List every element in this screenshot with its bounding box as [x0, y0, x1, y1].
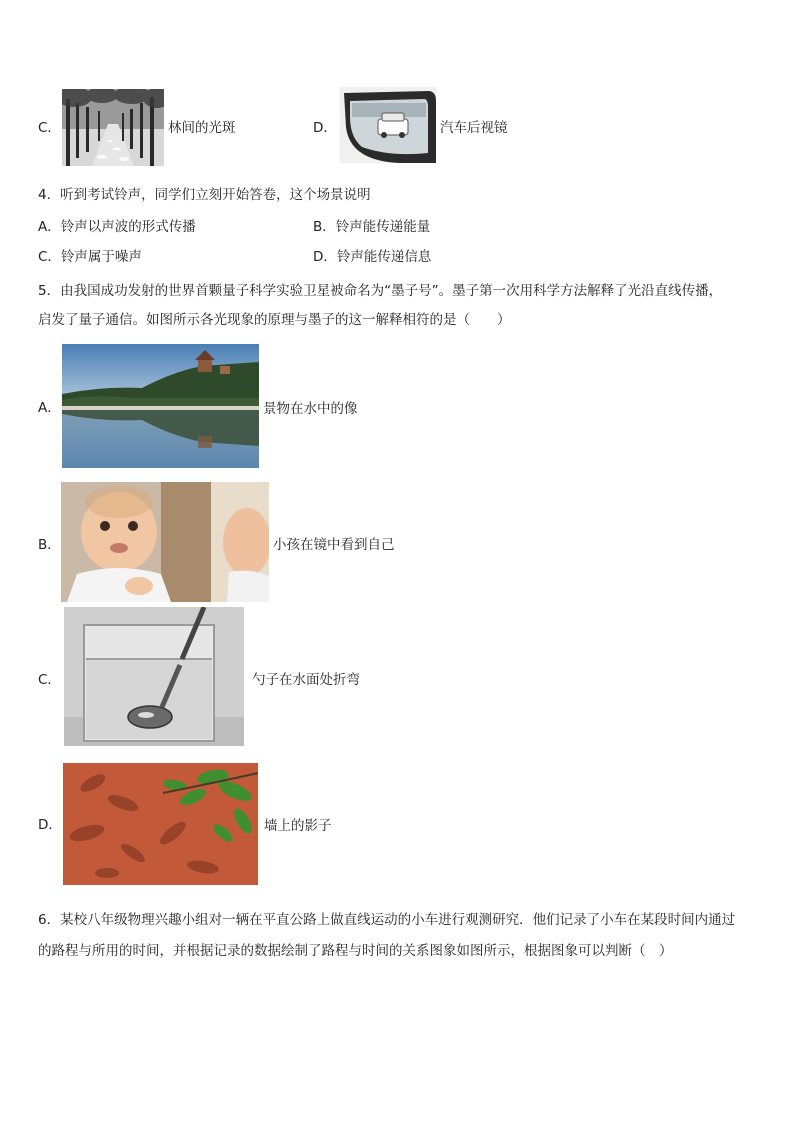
q6-stem-line2: 的路程与所用的时间，并根据记录的数据绘制了路程与时间的关系图象如图所示，根据图象可以判断（ ）: [38, 943, 673, 959]
q5-option-d-caption: 墙上的影子: [264, 818, 332, 834]
leaf-shadow-wall-image: [63, 763, 258, 885]
spoon-in-water-image: [64, 607, 244, 746]
q3-option-d-caption: 汽车后视镜: [440, 120, 508, 136]
pagoda-lake-reflection-image: [62, 344, 259, 468]
q5-option-a-letter: A．: [38, 400, 61, 416]
forest-light-spots-image: [62, 89, 164, 166]
q3-option-c-letter: C．: [38, 120, 61, 136]
car-rearview-mirror-image: [340, 87, 436, 163]
q4-option-a: A．铃声以声波的形式传播: [38, 219, 196, 235]
q5-option-b-letter: B．: [38, 537, 61, 553]
q5-option-a-caption: 景物在水中的像: [263, 401, 358, 417]
q3-option-d-letter: D．: [313, 120, 337, 136]
baby-mirror-image: [61, 482, 269, 602]
q6-stem-line1: 6．某校八年级物理兴趣小组对一辆在平直公路上做直线运动的小车进行观测研究．他们记录了小车在某段时间内通过: [38, 912, 736, 928]
q5-option-c-caption: 勺子在水面处折弯: [252, 672, 360, 688]
q3-option-c-caption: 林间的光斑: [168, 120, 236, 136]
q4-option-d: D．铃声能传递信息: [313, 249, 432, 265]
q5-stem-line2: 启发了量子通信。如图所示各光现象的原理与墨子的这一解释相符的是（ ）: [38, 312, 511, 328]
q4-stem: 4．听到考试铃声，同学们立刻开始答卷，这个场景说明: [38, 187, 371, 203]
q4-option-c: C．铃声属于噪声: [38, 249, 142, 265]
q5-stem-line1: 5．由我国成功发射的世界首颗量子科学实验卫星被命名为“墨子号”。墨子第一次用科学方法解释了光沿直线传播，: [38, 283, 723, 299]
q4-option-b: B．铃声能传递能量: [313, 219, 431, 235]
q5-option-c-letter: C．: [38, 672, 61, 688]
q5-option-d-letter: D．: [38, 817, 62, 833]
q5-option-b-caption: 小孩在镜中看到自己: [273, 537, 395, 553]
